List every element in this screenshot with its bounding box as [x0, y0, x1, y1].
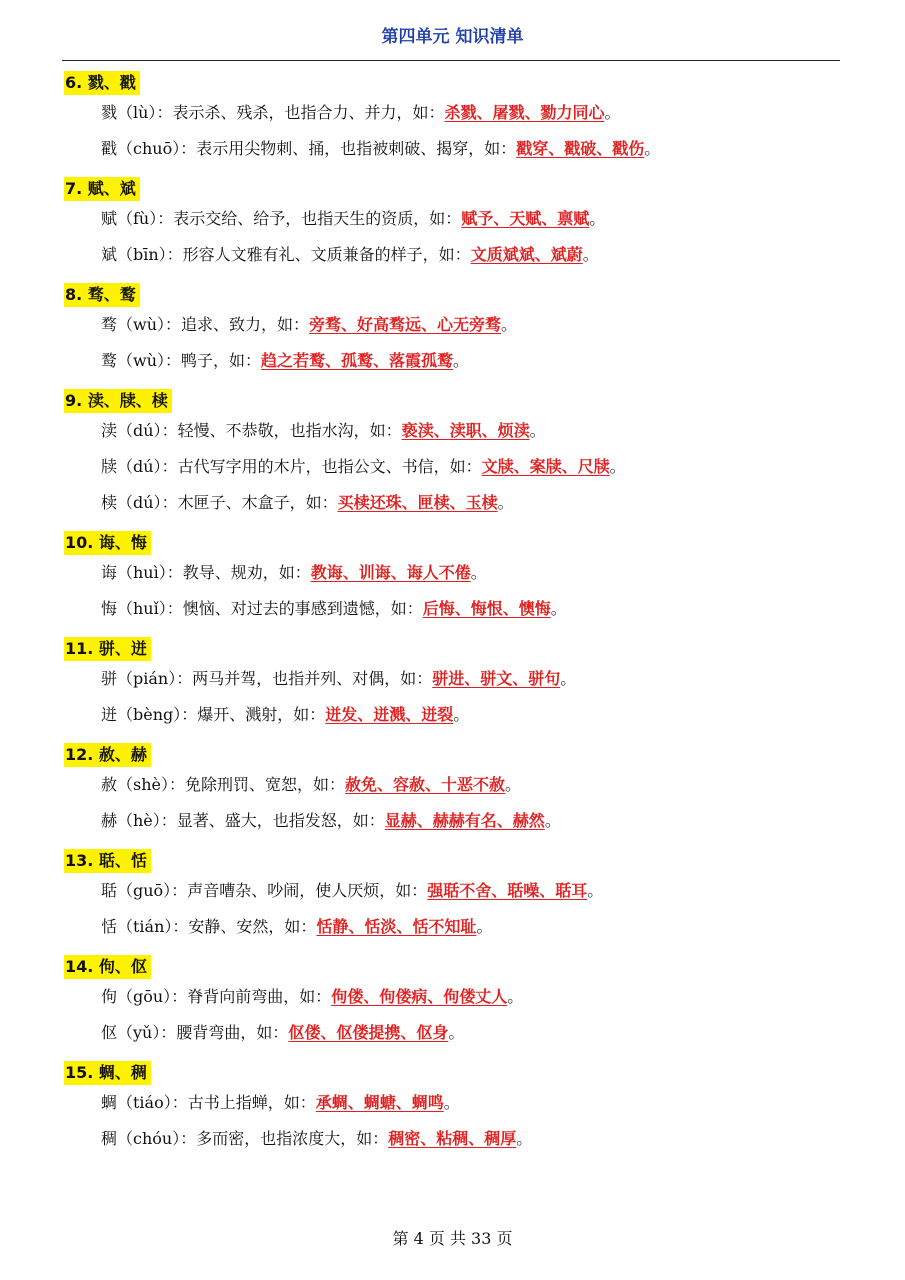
example-words: 稠密、粘稠、稠厚	[388, 1129, 517, 1148]
sentence-end: 。	[470, 563, 487, 582]
word-group-section	[64, 526, 844, 622]
example-words: 赋予、天赋、禀赋	[461, 209, 590, 228]
definition-text: ：免除刑罚、宽恕，如：	[169, 775, 346, 794]
character-entry	[101, 100, 844, 126]
sentence-end: 。	[516, 1129, 533, 1148]
sentence-end: 。	[453, 705, 470, 724]
definition-text: ：表示交给、给予，也指天生的资质，如：	[157, 209, 462, 228]
sentence-end: 。	[560, 669, 577, 688]
example-words: 恬静、恬淡、恬不知耻	[316, 917, 477, 936]
definition-text: ：古书上指蝉，如：	[171, 1093, 316, 1112]
example-words: 后悔、悔恨、懊悔	[422, 599, 551, 618]
sentence-end: 。	[497, 493, 514, 512]
sentence-end: 。	[604, 103, 621, 122]
definition-text: ：鸭子，如：	[165, 351, 262, 370]
sentence-end: 。	[443, 1093, 460, 1112]
character-pinyin: 稠（chóu）	[101, 1129, 181, 1148]
definition-text: ：古代写字用的木片，也指公文、书信，如：	[161, 457, 482, 476]
definition-text: ：木匣子、木盒子，如：	[161, 493, 338, 512]
word-group-section	[64, 738, 844, 834]
example-words: 骈进、骈文、骈句	[432, 669, 561, 688]
character-pinyin: 斌（bīn）	[101, 245, 167, 264]
word-group-section	[64, 950, 844, 1046]
example-words: 买椟还珠、匣椟、玉椟	[337, 493, 498, 512]
sentence-end: 。	[501, 315, 518, 334]
page-number: 第 4 页 共 33 页	[392, 1229, 513, 1248]
character-pinyin: 赫（hè）	[101, 811, 161, 830]
definition-text: ：追求、致力，如：	[165, 315, 310, 334]
sentence-end: 。	[587, 881, 604, 900]
definition-text: ：表示杀、残杀，也指合力、并力，如：	[156, 103, 445, 122]
character-entry	[101, 418, 844, 444]
character-pinyin: 佝（gōu）	[101, 987, 172, 1006]
word-group-title: 12. 赦、赫	[64, 743, 151, 767]
definition-text: ：声音嘈杂、吵闹，使人厌烦，如：	[171, 881, 428, 900]
character-entry	[101, 666, 844, 692]
sentence-end: 。	[550, 599, 567, 618]
example-words: 迸发、迸溅、迸裂	[325, 705, 454, 724]
word-group-title: 14. 佝、伛	[64, 955, 151, 979]
example-words: 趋之若鹜、孤鹜、落霞孤鹜	[261, 351, 454, 370]
character-pinyin: 悔（huǐ）	[101, 599, 167, 618]
character-entry	[101, 984, 844, 1010]
page-header-title: 第四单元 知识清单	[381, 27, 524, 47]
character-pinyin: 骈（pián）	[101, 669, 177, 688]
example-words: 强聒不舍、聒噪、聒耳	[427, 881, 588, 900]
example-words: 伛偻、伛偻提携、伛身	[288, 1023, 449, 1042]
character-pinyin: 赦（shè）	[101, 775, 169, 794]
word-group-section	[64, 278, 844, 374]
sentence-end: 。	[582, 245, 599, 264]
word-group-title: 9. 渎、牍、椟	[64, 389, 172, 413]
word-group-title: 7. 赋、斌	[64, 177, 140, 201]
word-group-section	[64, 66, 844, 162]
definition-text: ：腰背弯曲，如：	[160, 1023, 289, 1042]
sentence-end: 。	[448, 1023, 465, 1042]
word-group-section	[64, 384, 844, 516]
example-words: 显赫、赫赫有名、赫然	[384, 811, 545, 830]
character-entry	[101, 702, 844, 728]
character-pinyin: 聒（guō）	[101, 881, 172, 900]
knowledge-list	[64, 66, 844, 1162]
character-entry	[101, 878, 844, 904]
character-entry	[101, 808, 844, 834]
character-pinyin: 伛（yǔ）	[101, 1023, 161, 1042]
sentence-end: 。	[476, 917, 493, 936]
sentence-end: 。	[507, 987, 524, 1006]
character-pinyin: 诲（huì）	[101, 563, 167, 582]
sentence-end: 。	[529, 421, 546, 440]
character-pinyin: 椟（dú）	[101, 493, 162, 512]
word-group-title: 8. 骛、鹜	[64, 283, 140, 307]
definition-text: ：显著、盛大，也指发怒，如：	[160, 811, 385, 830]
character-pinyin: 蜩（tiáo）	[101, 1093, 172, 1112]
character-entry	[101, 1090, 844, 1116]
character-entry	[101, 490, 844, 516]
character-entry	[101, 1126, 844, 1152]
header-divider	[62, 60, 840, 61]
word-group-section	[64, 844, 844, 940]
example-words: 文质斌斌、斌蔚	[470, 245, 583, 264]
definition-text: ：教导、规劝，如：	[166, 563, 311, 582]
character-entry	[101, 312, 844, 338]
character-pinyin: 骛（wù）	[101, 315, 166, 334]
character-pinyin: 戳（chuō）	[101, 139, 181, 158]
sentence-end: 。	[609, 457, 626, 476]
example-words: 杀戮、屠戮、勠力同心	[444, 103, 605, 122]
word-group-title: 13. 聒、恬	[64, 849, 151, 873]
sentence-end: 。	[505, 775, 522, 794]
character-entry	[101, 772, 844, 798]
character-pinyin: 牍（dú）	[101, 457, 162, 476]
sentence-end: 。	[644, 139, 661, 158]
word-group-section	[64, 1056, 844, 1152]
sentence-end: 。	[453, 351, 470, 370]
character-entry	[101, 914, 844, 940]
word-group-title: 10. 诲、悔	[64, 531, 151, 555]
sentence-end: 。	[544, 811, 561, 830]
definition-text: ：爆开、溅射，如：	[181, 705, 326, 724]
definition-text: ：懊恼、对过去的事感到遗憾，如：	[166, 599, 423, 618]
character-entry	[101, 1020, 844, 1046]
example-words: 承蜩、蜩螗、蜩鸣	[315, 1093, 444, 1112]
word-group-title: 15. 蜩、稠	[64, 1061, 151, 1085]
definition-text: ：两马并驾，也指并列、对偶，如：	[176, 669, 433, 688]
word-group-title: 11. 骈、迸	[64, 637, 151, 661]
character-pinyin: 迸（bèng）	[101, 705, 182, 724]
definition-text: ：多而密，也指浓度大，如：	[180, 1129, 389, 1148]
character-entry	[101, 136, 844, 162]
word-group-section	[64, 632, 844, 728]
character-pinyin: 戮（lù）	[101, 103, 157, 122]
character-entry	[101, 596, 844, 622]
character-pinyin: 赋（fù）	[101, 209, 158, 228]
example-words: 赦免、容赦、十恶不赦	[345, 775, 506, 794]
definition-text: ：表示用尖物刺、捅，也指被刺破、揭穿，如：	[180, 139, 517, 158]
character-entry	[101, 348, 844, 374]
example-words: 亵渎、渎职、烦渎	[401, 421, 530, 440]
definition-text: ：形容人文雅有礼、文质兼备的样子，如：	[166, 245, 471, 264]
sentence-end: 。	[589, 209, 606, 228]
example-words: 戳穿、戳破、戳伤	[516, 139, 645, 158]
character-entry	[101, 206, 844, 232]
character-pinyin: 鹜（wù）	[101, 351, 166, 370]
character-entry	[101, 242, 844, 268]
example-words: 旁骛、好高骛远、心无旁骛	[309, 315, 502, 334]
example-words: 佝偻、佝偻病、佝偻丈人	[331, 987, 508, 1006]
character-entry	[101, 560, 844, 586]
word-group-section	[64, 172, 844, 268]
character-entry	[101, 454, 844, 480]
example-words: 教诲、训诲、诲人不倦	[310, 563, 471, 582]
example-words: 文牍、案牍、尺牍	[481, 457, 610, 476]
definition-text: ：轻慢、不恭敬，也指水沟，如：	[161, 421, 402, 440]
character-pinyin: 恬（tián）	[101, 917, 173, 936]
word-group-title: 6. 戮、戳	[64, 71, 140, 95]
definition-text: ：脊背向前弯曲，如：	[171, 987, 332, 1006]
character-pinyin: 渎（dú）	[101, 421, 162, 440]
definition-text: ：安静、安然，如：	[172, 917, 317, 936]
